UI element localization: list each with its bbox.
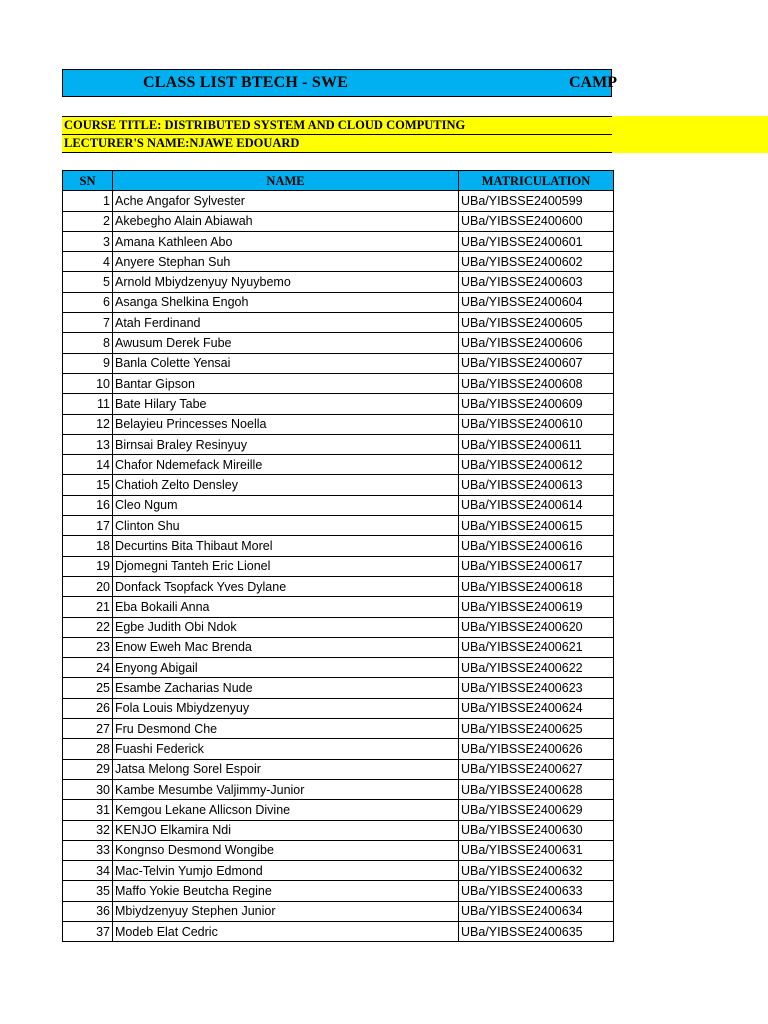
cell-sn: 4 xyxy=(63,252,113,272)
table-row xyxy=(63,292,614,312)
table-row xyxy=(63,921,614,941)
table-row xyxy=(63,739,614,759)
cell-sn: 32 xyxy=(63,820,113,840)
cell-name: Enyong Abigail xyxy=(113,658,459,678)
table-row xyxy=(63,394,614,414)
table-row xyxy=(63,231,614,251)
cell-sn: 6 xyxy=(63,292,113,312)
cell-matriculation: UBa/YIBSSE2400629 xyxy=(459,800,614,820)
cell-matriculation: UBa/YIBSSE2400605 xyxy=(459,313,614,333)
cell-sn: 36 xyxy=(63,901,113,921)
cell-name: Fuashi Federick xyxy=(113,739,459,759)
campus-label: CAMP xyxy=(569,74,617,91)
cell-name: KENJO Elkamira Ndi xyxy=(113,820,459,840)
cell-name: Jatsa Melong Sorel Espoir xyxy=(113,759,459,779)
cell-name: Banla Colette Yensai xyxy=(113,353,459,373)
table-row xyxy=(63,333,614,353)
cell-matriculation: UBa/YIBSSE2400599 xyxy=(459,191,614,211)
cell-sn: 25 xyxy=(63,678,113,698)
table-row xyxy=(63,252,614,272)
cell-name: Amana Kathleen Abo xyxy=(113,231,459,251)
cell-name: Fola Louis Mbiydzenyuy xyxy=(113,698,459,718)
table-row xyxy=(63,759,614,779)
cell-name: Anyere Stephan Suh xyxy=(113,252,459,272)
table-body xyxy=(63,191,614,942)
cell-matriculation: UBa/YIBSSE2400625 xyxy=(459,719,614,739)
cell-name: Mac-Telvin Yumjo Edmond xyxy=(113,861,459,881)
yellow-highlight-extension xyxy=(612,116,768,153)
cell-matriculation: UBa/YIBSSE2400614 xyxy=(459,495,614,515)
lecturer-name: LECTURER'S NAME:NJAWE EDOUARD xyxy=(62,134,612,153)
cell-sn: 10 xyxy=(63,373,113,393)
cell-name: Fru Desmond Che xyxy=(113,719,459,739)
cell-name: Mbiydzenyuy Stephen Junior xyxy=(113,901,459,921)
cell-matriculation: UBa/YIBSSE2400634 xyxy=(459,901,614,921)
course-title: COURSE TITLE: DISTRIBUTED SYSTEM AND CLOUD COMPUTING xyxy=(62,116,612,134)
cell-name: Kemgou Lekane Allicson Divine xyxy=(113,800,459,820)
cell-matriculation: UBa/YIBSSE2400622 xyxy=(459,658,614,678)
cell-matriculation: UBa/YIBSSE2400619 xyxy=(459,597,614,617)
column-header-sn: SN xyxy=(63,171,113,191)
cell-sn: 14 xyxy=(63,455,113,475)
class-list-title: CLASS LIST BTECH - SWE xyxy=(143,74,349,91)
cell-name: Bantar Gipson xyxy=(113,373,459,393)
cell-matriculation: UBa/YIBSSE2400624 xyxy=(459,698,614,718)
cell-sn: 29 xyxy=(63,759,113,779)
cell-name: Decurtins Bita Thibaut Morel xyxy=(113,536,459,556)
table-row xyxy=(63,597,614,617)
cell-name: Cleo Ngum xyxy=(113,495,459,515)
table-row xyxy=(63,576,614,596)
cell-sn: 28 xyxy=(63,739,113,759)
cell-sn: 19 xyxy=(63,556,113,576)
cell-sn: 18 xyxy=(63,536,113,556)
cell-matriculation: UBa/YIBSSE2400606 xyxy=(459,333,614,353)
table-row xyxy=(63,495,614,515)
cell-sn: 8 xyxy=(63,333,113,353)
cell-matriculation: UBa/YIBSSE2400620 xyxy=(459,617,614,637)
cell-sn: 17 xyxy=(63,516,113,536)
cell-name: Djomegni Tanteh Eric Lionel xyxy=(113,556,459,576)
course-info-block xyxy=(62,116,612,153)
cell-name: Bate Hilary Tabe xyxy=(113,394,459,414)
cell-sn: 15 xyxy=(63,475,113,495)
table-row xyxy=(63,353,614,373)
cell-name: Modeb Elat Cedric xyxy=(113,921,459,941)
cell-name: Belayieu Princesses Noella xyxy=(113,414,459,434)
cell-matriculation: UBa/YIBSSE2400608 xyxy=(459,373,614,393)
cell-name: Asanga Shelkina Engoh xyxy=(113,292,459,312)
cell-sn: 22 xyxy=(63,617,113,637)
table-row xyxy=(63,313,614,333)
table-row xyxy=(63,840,614,860)
table-row xyxy=(63,881,614,901)
cell-name: Kambe Mesumbe Valjimmy-Junior xyxy=(113,779,459,799)
cell-sn: 3 xyxy=(63,231,113,251)
table-row xyxy=(63,719,614,739)
table-row xyxy=(63,556,614,576)
cell-matriculation: UBa/YIBSSE2400600 xyxy=(459,211,614,231)
cell-matriculation: UBa/YIBSSE2400612 xyxy=(459,455,614,475)
cell-matriculation: UBa/YIBSSE2400628 xyxy=(459,779,614,799)
cell-matriculation: UBa/YIBSSE2400627 xyxy=(459,759,614,779)
table-row xyxy=(63,901,614,921)
table-row xyxy=(63,820,614,840)
cell-sn: 35 xyxy=(63,881,113,901)
cell-name: Enow Eweh Mac Brenda xyxy=(113,637,459,657)
cell-matriculation: UBa/YIBSSE2400631 xyxy=(459,840,614,860)
table-row xyxy=(63,861,614,881)
cell-matriculation: UBa/YIBSSE2400613 xyxy=(459,475,614,495)
table-row xyxy=(63,658,614,678)
cell-name: Ache Angafor Sylvester xyxy=(113,191,459,211)
cell-name: Akebegho Alain Abiawah xyxy=(113,211,459,231)
cell-matriculation: UBa/YIBSSE2400635 xyxy=(459,921,614,941)
cell-matriculation: UBa/YIBSSE2400602 xyxy=(459,252,614,272)
table-row xyxy=(63,800,614,820)
cell-sn: 37 xyxy=(63,921,113,941)
cell-name: Maffo Yokie Beutcha Regine xyxy=(113,881,459,901)
table-header-row xyxy=(63,171,614,191)
cell-sn: 12 xyxy=(63,414,113,434)
cell-sn: 34 xyxy=(63,861,113,881)
cell-sn: 33 xyxy=(63,840,113,860)
cell-name: Kongnso Desmond Wongibe xyxy=(113,840,459,860)
cell-name: Clinton Shu xyxy=(113,516,459,536)
cell-matriculation: UBa/YIBSSE2400610 xyxy=(459,414,614,434)
table-row xyxy=(63,191,614,211)
cell-matriculation: UBa/YIBSSE2400603 xyxy=(459,272,614,292)
table-row xyxy=(63,475,614,495)
table-row xyxy=(63,455,614,475)
cell-sn: 16 xyxy=(63,495,113,515)
cell-sn: 27 xyxy=(63,719,113,739)
table-row xyxy=(63,637,614,657)
cell-sn: 31 xyxy=(63,800,113,820)
cell-matriculation: UBa/YIBSSE2400617 xyxy=(459,556,614,576)
cell-sn: 2 xyxy=(63,211,113,231)
cell-sn: 20 xyxy=(63,576,113,596)
cell-sn: 30 xyxy=(63,779,113,799)
cell-sn: 5 xyxy=(63,272,113,292)
cell-name: Eba Bokaili Anna xyxy=(113,597,459,617)
cell-matriculation: UBa/YIBSSE2400611 xyxy=(459,434,614,454)
cell-name: Atah Ferdinand xyxy=(113,313,459,333)
cell-name: Chatioh Zelto Densley xyxy=(113,475,459,495)
cell-sn: 13 xyxy=(63,434,113,454)
cell-sn: 7 xyxy=(63,313,113,333)
cell-matriculation: UBa/YIBSSE2400633 xyxy=(459,881,614,901)
cell-sn: 24 xyxy=(63,658,113,678)
cell-matriculation: UBa/YIBSSE2400601 xyxy=(459,231,614,251)
cell-matriculation: UBa/YIBSSE2400626 xyxy=(459,739,614,759)
cell-matriculation: UBa/YIBSSE2400630 xyxy=(459,820,614,840)
column-header-matriculation: MATRICULATION xyxy=(459,171,614,191)
table-row xyxy=(63,211,614,231)
title-banner xyxy=(62,69,617,97)
column-header-name: NAME xyxy=(113,171,459,191)
cell-name: Egbe Judith Obi Ndok xyxy=(113,617,459,637)
cell-matriculation: UBa/YIBSSE2400618 xyxy=(459,576,614,596)
cell-matriculation: UBa/YIBSSE2400623 xyxy=(459,678,614,698)
cell-matriculation: UBa/YIBSSE2400616 xyxy=(459,536,614,556)
cell-matriculation: UBa/YIBSSE2400607 xyxy=(459,353,614,373)
cell-name: Awusum Derek Fube xyxy=(113,333,459,353)
cell-sn: 1 xyxy=(63,191,113,211)
cell-sn: 23 xyxy=(63,637,113,657)
cell-matriculation: UBa/YIBSSE2400632 xyxy=(459,861,614,881)
table-row xyxy=(63,698,614,718)
cell-matriculation: UBa/YIBSSE2400604 xyxy=(459,292,614,312)
table-row xyxy=(63,373,614,393)
cell-name: Esambe Zacharias Nude xyxy=(113,678,459,698)
cell-matriculation: UBa/YIBSSE2400621 xyxy=(459,637,614,657)
table-row xyxy=(63,272,614,292)
cell-matriculation: UBa/YIBSSE2400615 xyxy=(459,516,614,536)
class-list-table xyxy=(62,170,614,942)
cell-matriculation: UBa/YIBSSE2400609 xyxy=(459,394,614,414)
cell-name: Donfack Tsopfack Yves Dylane xyxy=(113,576,459,596)
table-row xyxy=(63,779,614,799)
table-row xyxy=(63,536,614,556)
table-row xyxy=(63,434,614,454)
cell-sn: 9 xyxy=(63,353,113,373)
cell-name: Chafor Ndemefack Mireille xyxy=(113,455,459,475)
table-row xyxy=(63,516,614,536)
cell-name: Arnold Mbiydzenyuy Nyuybemo xyxy=(113,272,459,292)
cell-sn: 11 xyxy=(63,394,113,414)
cell-sn: 21 xyxy=(63,597,113,617)
cell-sn: 26 xyxy=(63,698,113,718)
table-row xyxy=(63,414,614,434)
cell-name: Birnsai Braley Resinyuy xyxy=(113,434,459,454)
table-row xyxy=(63,678,614,698)
table-row xyxy=(63,617,614,637)
